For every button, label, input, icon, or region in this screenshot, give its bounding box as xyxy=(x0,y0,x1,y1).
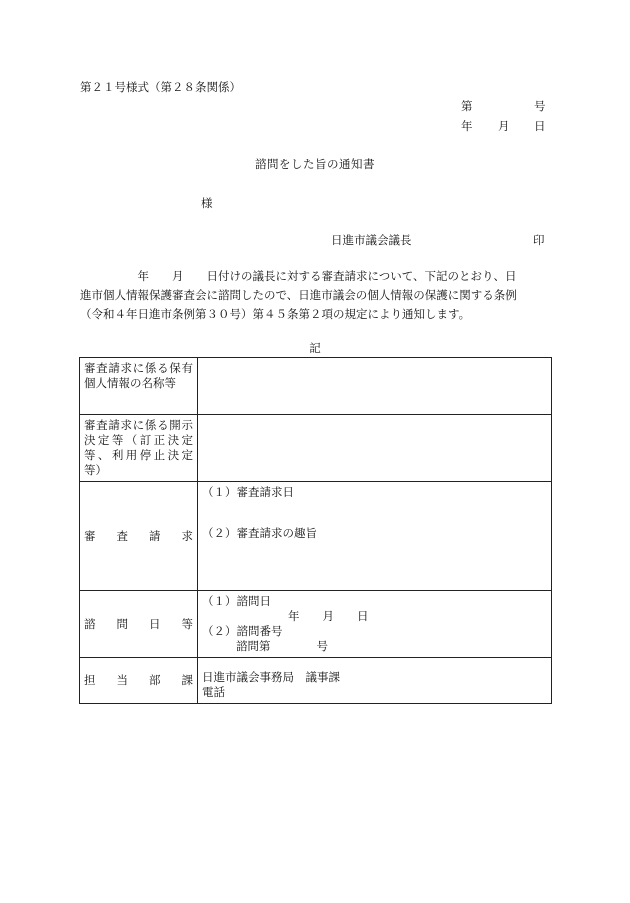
inquiry-date-value: 年 月 日 xyxy=(288,609,369,623)
request-purpose-item: （２）審査請求の趣旨 xyxy=(202,526,317,540)
doc-number-prefix: 第 xyxy=(461,99,473,113)
request-date-item: （１）審査請求日 xyxy=(202,485,294,499)
body-line-2: 進市個人情報保護審査会に諮問したので、日進市議会の個人情報の保護に関する条例 xyxy=(80,288,517,302)
row-value-inquiry xyxy=(198,591,552,658)
department-name: 日進市議会事務局 議事課 xyxy=(202,670,340,684)
table-row-info-name xyxy=(80,358,552,415)
doc-date-day: 日 xyxy=(534,119,546,133)
inquiry-number-item: （２）諮問番号 xyxy=(202,624,283,638)
inquiry-number-value: 諮問第 号 xyxy=(236,639,328,653)
row-value-request xyxy=(198,482,552,591)
body-line-3: （令和４年日進市条例第３０号）第４５条第２項の規定により通知します。 xyxy=(80,307,471,321)
row-value-info-name xyxy=(198,358,552,415)
inquiry-date-item: （１）諮問日 xyxy=(202,594,271,608)
department-phone: 電話 xyxy=(202,685,225,699)
row-value-decision xyxy=(198,415,552,482)
addressee-suffix: 様 xyxy=(201,196,213,210)
row-value-department xyxy=(198,658,552,704)
table-row-decision xyxy=(80,415,552,482)
doc-date-month: 月 xyxy=(498,119,510,133)
table-row-request xyxy=(80,482,552,591)
form-number: 第２１号様式（第２８条関係） xyxy=(80,80,241,94)
doc-number-suffix: 号 xyxy=(534,99,546,113)
seal-mark: 印 xyxy=(533,233,545,247)
row-label-decision: 審査請求に係る開示決定等（訂正決定等、利用停止決定等） xyxy=(80,415,198,482)
body-line-1: 年 月 日付けの議長に対する審査請求について、下記のとおり、日 xyxy=(80,269,517,283)
row-label-request: 審査請求 xyxy=(80,482,198,591)
detail-table xyxy=(79,357,552,704)
sender-name: 日進市議会議長 xyxy=(331,233,412,247)
row-label-department: 担当部課 xyxy=(80,658,198,704)
table-row-inquiry xyxy=(80,591,552,658)
doc-date-year: 年 xyxy=(461,119,473,133)
document-title: 諮問をした旨の通知書 xyxy=(255,157,375,171)
body-text xyxy=(80,267,550,324)
ki-heading: 記 xyxy=(309,341,321,355)
table-row-department xyxy=(80,658,552,704)
row-label-info-name: 審査請求に係る保有個人情報の名称等 xyxy=(80,358,198,415)
row-label-inquiry: 諮問日等 xyxy=(80,591,198,658)
